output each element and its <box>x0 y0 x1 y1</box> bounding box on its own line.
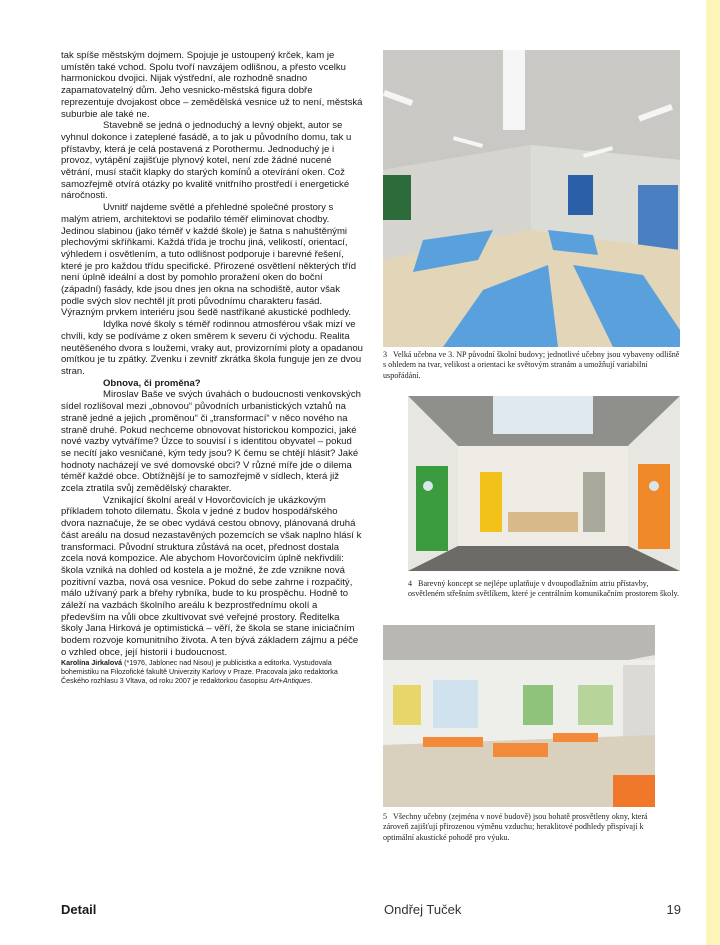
author-name: Karolína Jirkalová <box>61 658 123 667</box>
caption-5-number: 5 <box>383 812 388 821</box>
paragraph-5: Miroslav Baše ve svých úvahách o budoucnosti venkovských sídel rozlišoval mezi „obnovou“ původních urbanistických vztahů na straně jedné a jejich „proměnou“ či „transformací“ v něco nového na straně druhé. Pokud nechceme obnovovat historickou kompozici, jaké nové vazby vytváříme? Úzce to souvisí i s identitou obyvatel – pokud se necítí jako vesničané, kým tedy jsou? K čemu se chtějí hlásit? Jaké hodnoty nacházejí ve své domovské obci? V různé míře jde o dilema téměř každé obce. Obtížnější je to samozřejmě v sídlech, která již zcela ztratila svůj zemědělský charakter. <box>61 389 361 495</box>
page-number: 19 <box>666 902 681 917</box>
caption-5 <box>383 812 663 843</box>
paragraph-4: Idylka nové školy s téměř rodinnou atmosférou však mizí ve chvíli, kdy se podíváme z oken směrem k severu či východu. Realita neutěšeného dvora s loužemi, vraky aut, provizorními ploty a opadanou omítkou je tu zpátky. Zvenku i zevnitř zkrátka škola funguje jen ze dvou stran. <box>61 319 363 377</box>
bio-end: . <box>310 676 313 685</box>
photo-atrium-colored-doors <box>408 396 680 571</box>
bio-text: (*1976, Jablonec nad Nisou) je publicistka a editorka. Vystudovala bohemistiku na Filozofické fakultě Univerzity Karlovy v Praze. Pracovala jako redaktorka Českého rozhlasu 3 Vltava, od roku 2007 je redaktorkou časopisu <box>61 658 338 685</box>
section-subheading: Obnova, či proměna? <box>103 377 201 389</box>
caption-4-number: 4 <box>408 579 413 588</box>
magazine-name: Art+Antiques <box>269 676 311 685</box>
photo-classroom-blue-tables <box>383 50 680 347</box>
caption-4-text: Barevný koncept se nejlépe uplatňuje v dvoupodlažním atriu přístavby, osvětleném střešním světlíkem, které je centrálním komunikačním prostorem školy. <box>408 579 680 599</box>
footer-section: Detail <box>61 902 97 917</box>
caption-5-text: Všechny učebny (zejména v nové budově) jsou bohatě prosvětleny okny, která zároveň zajišťují přirozenou výměnu vzduchu; heraklitové podhledy přispívají k optimální akustické pohodě pro výuku. <box>383 812 648 842</box>
page-edge-stripe <box>706 0 720 945</box>
paragraph-2: Stavebně se jedná o jednoduchý a levný objekt, autor se vyhnul dokonce i zateplené fasádě, a to jak u původního domu, tak u přístavby, která je celá postavená z Porothermu. Jednoduchý je i provoz, vytápění zajišťuje plynový kotel, není zde žádné nucené větrání, musí stačit klapky do starých komínů a otevírání oken. Což samozřejmě otvírá otázky po kvalitě vnitřního prostředí i energetické náročnosti. <box>61 120 352 202</box>
paragraph-3: Uvnitř najdeme světlé a přehledné společné prostory s malým atriem, architektovi se podařilo téměř eliminovat chodby. Jedinou slabinou (jako téměř v každé škole) je šatna s nahuštěnými plechovými skříňkami. Každá třída je trochu jiná, velikostí, orientací, výhledem i osvětlením, a tuto odlišnost podporuje i barevné řešení, které je pro každou třídu specifické. Přirozené osvětlení některých tříd není úplně ideální a dost by pomohlo proražení oken do boční (západní) fasády, kde jsou dnes jen okna na schodiště, autor však podle svých slov nechtěl jít proti původnímu charakteru fasád. Výrazným prvkem interiéru jsou šedě nastříkané akustické podhledy. <box>61 202 357 319</box>
photo-classroom-orange-tables <box>383 625 655 807</box>
page-footer <box>61 902 681 920</box>
article-text-column <box>61 50 363 686</box>
paragraph-6: Vznikající školní areál v Hovorčovicích je ukázkovým příkladem tohoto dilematu. Škola v jedné z budov hospodářského dvora naznačuje, že se obec vydává cestou obnovy, plánovaná druhá část areálu na dosud nezastavěných pozemcích se však naplno hlásí k transformaci. Původní struktura zůstává na ocet, přednost dostala zcela nová kompozice. Ale abychom Hovorčovicím úplně nekřivdili: škola vzniká na dohled od kostela a je možné, že zde vznikne nová pozitivní vazba, nová osa vesnice. Pokud do sebe zahrne i rozpačitý, málo užívaný park a břehy rybníka, bude to ku prospěchu. Hodně to záleží na vazbách školního areálu k bezprostřednímu okolí a především na vůli obce zkultivovat své veřejné prostory. Ředitelka školy Jana Hirková je optimistická – věří, že škola se stane iniciačním bodem rozvoje komunitního života. A ten bývá základem zájmu a péče o vzhled obce, její historii i budoucnost. <box>61 494 362 658</box>
caption-3-text: Velká učebna ve 3. NP původní školní budovy; jednotlivé učebny jsou vybaveny odlišně s ohledem na tvar, velikost a orientaci ke světovým stranám a umožňují variabilní uspořádání. <box>383 350 680 380</box>
caption-3-number: 3 <box>383 350 388 359</box>
caption-4 <box>408 579 680 600</box>
footer-author: Ondřej Tuček <box>384 902 462 917</box>
caption-3 <box>383 350 680 381</box>
paragraph-1: tak spíše městským dojmem. Spojuje je ustoupený krček, kam je umístěn také vchod. Spolu tvoří navzájem odlišnou, a přesto vcelku harmonickou dvojici. Nijak výstřední, ale rozhodně snadno zapamatovatelný dům. Jeho vesnicko-městská figura dobře reprezentuje dvojakost obce – zemědělská vesnice už to není, městská suburbie ale také ne. <box>61 50 363 120</box>
author-bio <box>61 659 363 687</box>
